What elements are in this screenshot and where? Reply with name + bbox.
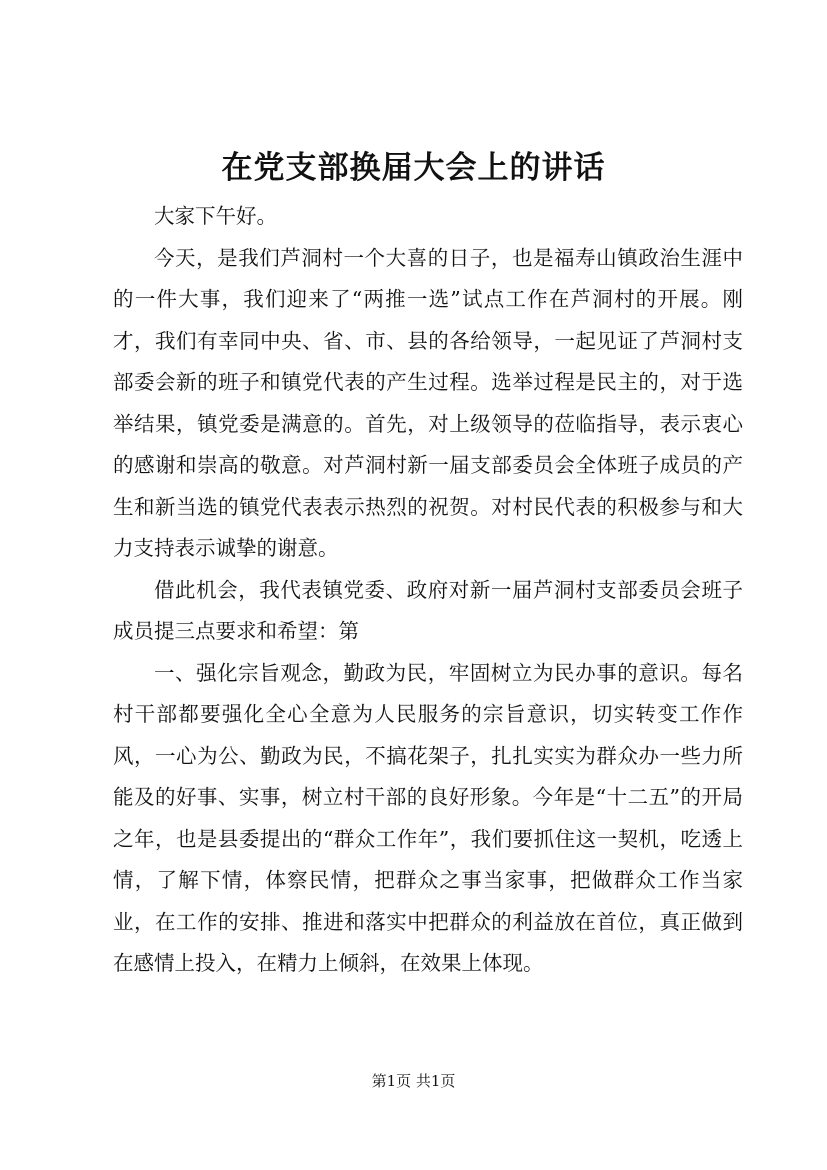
page-number-footer: 第1页 共1页 bbox=[371, 1072, 456, 1090]
document-body bbox=[113, 196, 743, 985]
paragraph-opening: 今天，是我们芦洞村一个大喜的日子，也是福寿山镇政治生涯中的一件大事，我们迎来了“两推一选”试点工作在芦洞村的开展。刚才，我们有幸同中央、省、市、县的各给领导，一起见证了芦洞村支部委会新的班子和镇党代表的产生过程。选举过程是民主的，对于选举结果，镇党委是满意的。首先，对上级领导的莅临指导，表示衷心的感谢和崇高的敬意。对芦洞村新一届支部委员会全体班子成员的产生和新当选的镇党代表表示热烈的祝贺。对村民代表的积极参与和大力支持表示诚挚的谢意。 bbox=[113, 245, 743, 560]
paragraph-requirements-intro: 借此机会，我代表镇党委、政府对新一届芦洞村支部委员会班子成员提三点要求和希望：第 bbox=[113, 577, 743, 643]
document-title: 在党支部换届大会上的讲话 bbox=[221, 150, 606, 186]
paragraph-requirement-one: 一、强化宗旨观念，勤政为民，牢固树立为民办事的意识。每名村干部都要强化全心全意为人民服务的宗旨意识，切实转变工作作风，一心为公、勤政为民，不搞花架子，扎扎实实为群众办一些力所能及的好事、实事，树立村干部的良好形象。今年是“十二五”的开局之年，也是县委提出的“群众工作年”，我们要抓住这一契机，吃透上情，了解下情，体察民情，把群众之事当家事，把做群众工作当家业，在工作的安排、推进和落实中把群众的利益放在首位，真正做到在感情上投入，在精力上倾斜，在效果上体现。 bbox=[113, 660, 743, 975]
paragraph-greeting: 大家下午好。 bbox=[154, 204, 277, 228]
